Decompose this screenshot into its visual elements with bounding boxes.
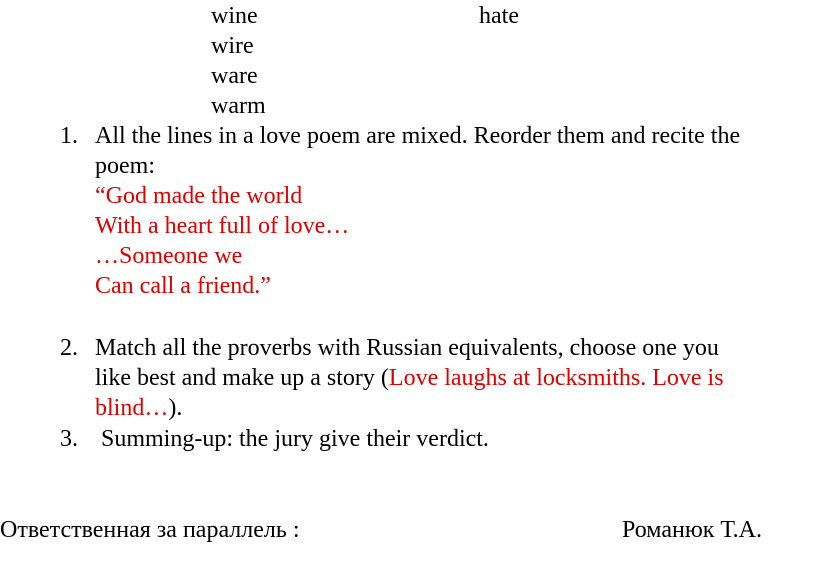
- task-1-instruction-line2: poem:: [95, 153, 155, 179]
- poem-line: …Someone we: [95, 243, 243, 269]
- proverb-text: blind…: [95, 395, 169, 421]
- footer-responsible-name: Романюк Т.А.: [622, 517, 762, 543]
- poem-line: Can call a friend.”: [95, 273, 271, 299]
- poem-line: With a heart full of love…: [95, 213, 350, 239]
- word-hate: hate: [479, 3, 519, 29]
- task-2-line1: Match all the proverbs with Russian equivalents, choose one you: [95, 335, 719, 361]
- poem-line: “God made the world: [95, 183, 303, 209]
- footer-responsible-label: Ответственная за параллель :: [0, 517, 300, 543]
- task-3-text: Summing-up: the jury give their verdict.: [95, 426, 489, 452]
- task-2-number: 2.: [60, 335, 78, 361]
- proverb-text: Love laughs at locksmiths. Love is: [388, 365, 724, 391]
- word-ware: ware: [211, 63, 258, 89]
- word-wire: wire: [211, 33, 254, 59]
- task-3-number: 3.: [60, 426, 78, 452]
- task-2-line3-suffix: ).: [168, 395, 183, 421]
- task-2-line3: [95, 393, 182, 423]
- task-1-number: 1.: [60, 123, 78, 149]
- task-2-line2-prefix: like best and make up a story (: [95, 365, 389, 391]
- task-1-instruction-line1: All the lines in a love poem are mixed. Reorder them and recite the: [95, 123, 741, 149]
- task-2-line2: [95, 363, 724, 393]
- word-wine: wine: [211, 3, 258, 29]
- word-warm: warm: [211, 93, 266, 119]
